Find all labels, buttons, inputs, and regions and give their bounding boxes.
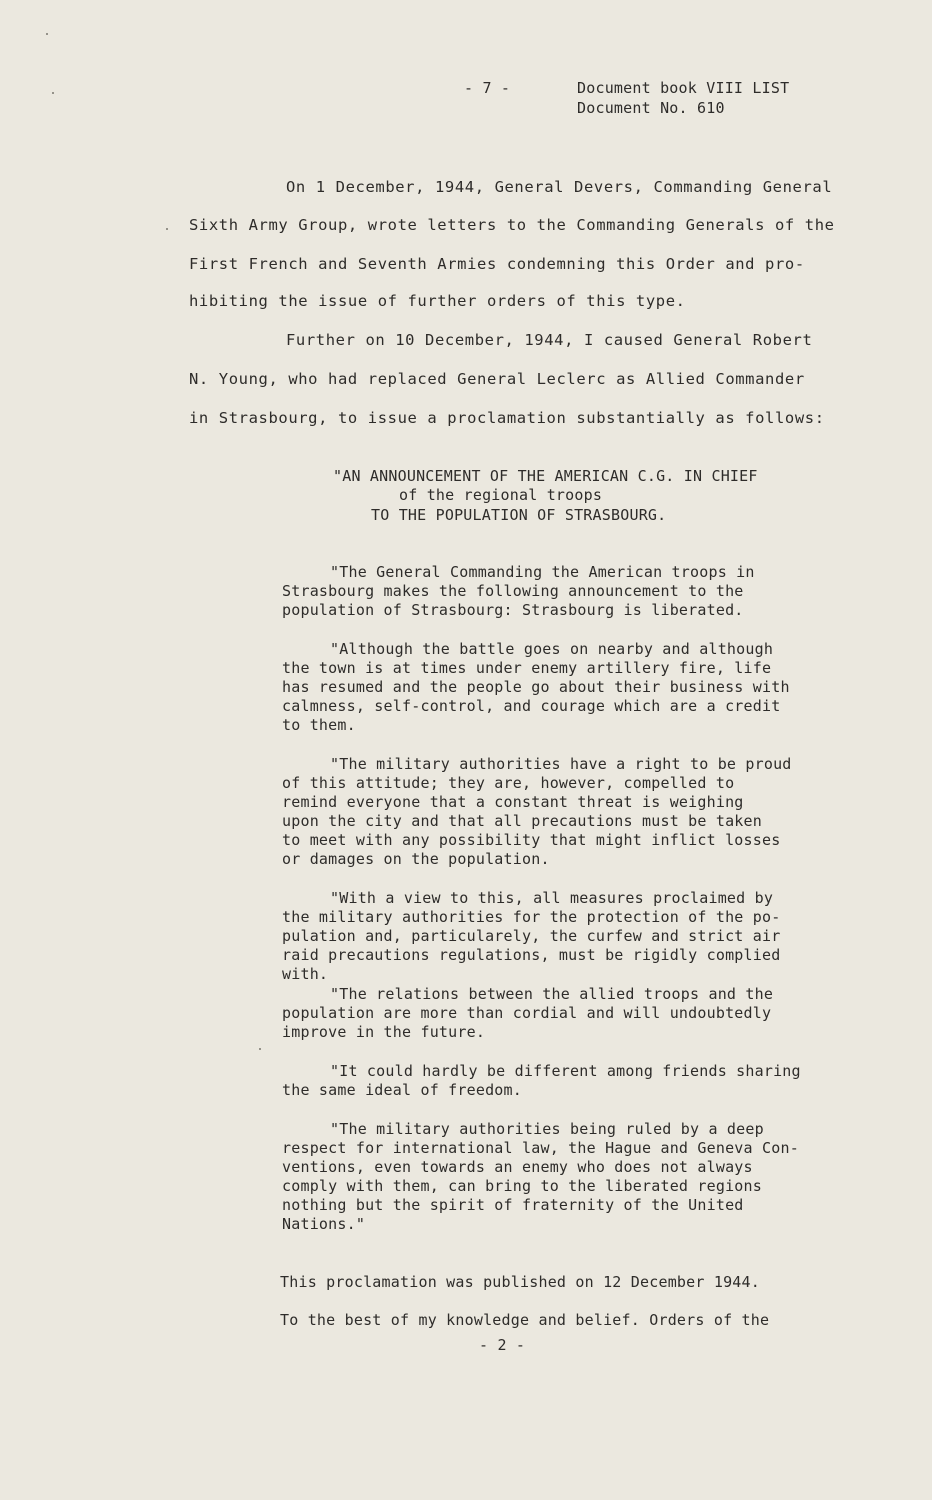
paper-speck — [46, 33, 48, 35]
proclamation-line: Nations." — [282, 1215, 366, 1233]
proclamation-line: "With a view to this, all measures proclaimed by — [330, 889, 774, 907]
proclamation-line: with. — [282, 965, 329, 983]
proclamation-line: "The military authorities being ruled by a deep — [330, 1120, 764, 1138]
document-book-label: Document book VIII LIST — [577, 79, 790, 97]
proclamation-subtitle: TO THE POPULATION OF STRASBOURG. — [371, 506, 667, 524]
proclamation-line: "The General Commanding the American troops in — [330, 563, 755, 581]
proclamation-line: raid precautions regulations, must be rigidly complied — [282, 946, 781, 964]
body-line: N. Young, who had replaced General Leclerc as Allied Commander — [189, 370, 805, 388]
body-line: Further on 10 December, 1944, I caused General Robert — [286, 331, 813, 349]
paper-speck — [259, 1048, 261, 1050]
paper-speck — [52, 92, 54, 94]
proclamation-line: the town is at times under enemy artillery fire, life — [282, 659, 772, 677]
proclamation-title: "AN ANNOUNCEMENT OF THE AMERICAN C.G. IN CHIEF — [333, 467, 758, 485]
proclamation-line: to them. — [282, 716, 356, 734]
proclamation-line: improve in the future. — [282, 1023, 486, 1041]
proclamation-line: the same ideal of freedom. — [282, 1081, 522, 1099]
proclamation-line: "The military authorities have a right to be proud — [330, 755, 792, 773]
body-line: hibiting the issue of further orders of this type. — [189, 292, 686, 310]
proclamation-line: upon the city and that all precautions must be taken — [282, 812, 762, 830]
body-line: First French and Seventh Armies condemning this Order and pro- — [189, 255, 805, 273]
body-line: On 1 December, 1944, General Devers, Commanding General — [286, 178, 833, 196]
proclamation-line: Strasbourg makes the following announcement to the — [282, 582, 744, 600]
proclamation-line: comply with them, can bring to the liberated regions — [282, 1177, 762, 1195]
page-number-top: - 7 - — [464, 79, 511, 97]
proclamation-line: population of Strasbourg: Strasbourg is liberated. — [282, 601, 744, 619]
proclamation-line: remind everyone that a constant threat is weighing — [282, 793, 744, 811]
paper-speck — [166, 228, 168, 230]
body-line: Sixth Army Group, wrote letters to the Commanding Generals of the — [189, 216, 835, 234]
document-number-label: Document No. 610 — [577, 99, 725, 117]
proclamation-line: pulation and, particularely, the curfew and strict air — [282, 927, 781, 945]
proclamation-line: respect for international law, the Hague and Geneva Con- — [282, 1139, 799, 1157]
proclamation-line: ventions, even towards an enemy who does not always — [282, 1158, 753, 1176]
proclamation-line: the military authorities for the protection of the po- — [282, 908, 781, 926]
proclamation-line: of this attitude; they are, however, compelled to — [282, 774, 735, 792]
proclamation-subtitle: of the regional troops — [399, 486, 603, 504]
proclamation-line: "Although the battle goes on nearby and although — [330, 640, 774, 658]
body-line: in Strasbourg, to issue a proclamation substantially as follows: — [189, 409, 825, 427]
proclamation-line: calmness, self-control, and courage which are a credit — [282, 697, 781, 715]
proclamation-line: "It could hardly be different among friends sharing — [330, 1062, 801, 1080]
closing-line: To the best of my knowledge and belief. Orders of the — [280, 1311, 770, 1329]
proclamation-line: "The relations between the allied troops and the — [330, 985, 774, 1003]
proclamation-line: nothing but the spirit of fraternity of the United — [282, 1196, 744, 1214]
proclamation-line: to meet with any possibility that might inflict losses — [282, 831, 781, 849]
proclamation-line: has resumed and the people go about their business with — [282, 678, 790, 696]
proclamation-line: or damages on the population. — [282, 850, 550, 868]
page-number-bottom: - 2 - — [479, 1336, 526, 1354]
publication-note: This proclamation was published on 12 December 1944. — [280, 1273, 760, 1291]
proclamation-line: population are more than cordial and will undoubtedly — [282, 1004, 772, 1022]
